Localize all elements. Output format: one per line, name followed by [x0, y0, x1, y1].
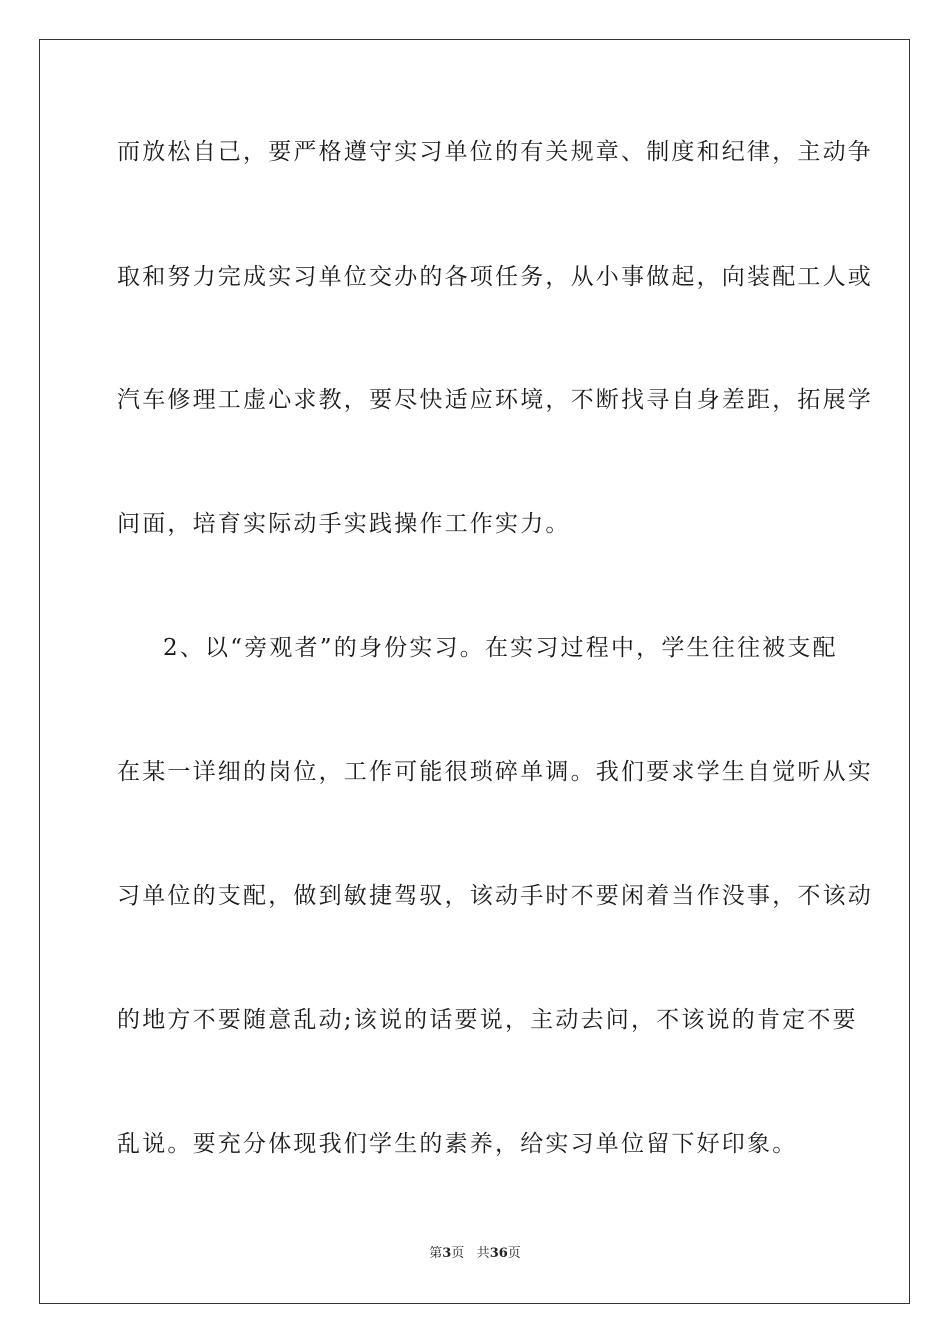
footer-page-suffix: 页	[451, 1246, 465, 1261]
paragraph-line-indented: 2、以“旁观者”的身份实习。在实习过程中，学生往往被支配	[163, 635, 838, 661]
paragraph-line: 取和努力完成实习单位交办的各项任务，从小事做起，向装配工人或	[117, 264, 873, 290]
footer-total-suffix: 页	[507, 1246, 521, 1261]
page-footer	[0, 1246, 950, 1262]
paragraph-line: 在某一详细的岗位，工作可能很琐碎单调。我们要求学生自觉听从实	[117, 759, 873, 785]
paragraph-line: 汽车修理工虚心求教，要尽快适应环境，不断找寻自身差距，拓展学	[117, 387, 873, 413]
paragraph-line: 而放松自己，要严格遵守实习单位的有关规章、制度和纪律，主动争	[117, 139, 873, 165]
current-page-number: 3	[442, 1246, 452, 1261]
paragraph-line: 问面，培育实际动手实践操作工作实力。	[117, 511, 571, 537]
paragraph-line: 习单位的支配，做到敏捷驾驭，该动手时不要闲着当作没事，不该动	[117, 883, 873, 909]
total-pages-number: 36	[489, 1246, 508, 1261]
footer-total-prefix: 共	[476, 1246, 490, 1261]
page-border	[39, 39, 910, 1304]
footer-prefix: 第	[429, 1246, 443, 1261]
paragraph-line: 乱说。要充分体现我们学生的素养，给实习单位留下好印象。	[117, 1131, 798, 1157]
paragraph-line: 的地方不要随意乱动;该说的话要说，主动去问，不该说的肯定不要	[117, 1007, 858, 1033]
